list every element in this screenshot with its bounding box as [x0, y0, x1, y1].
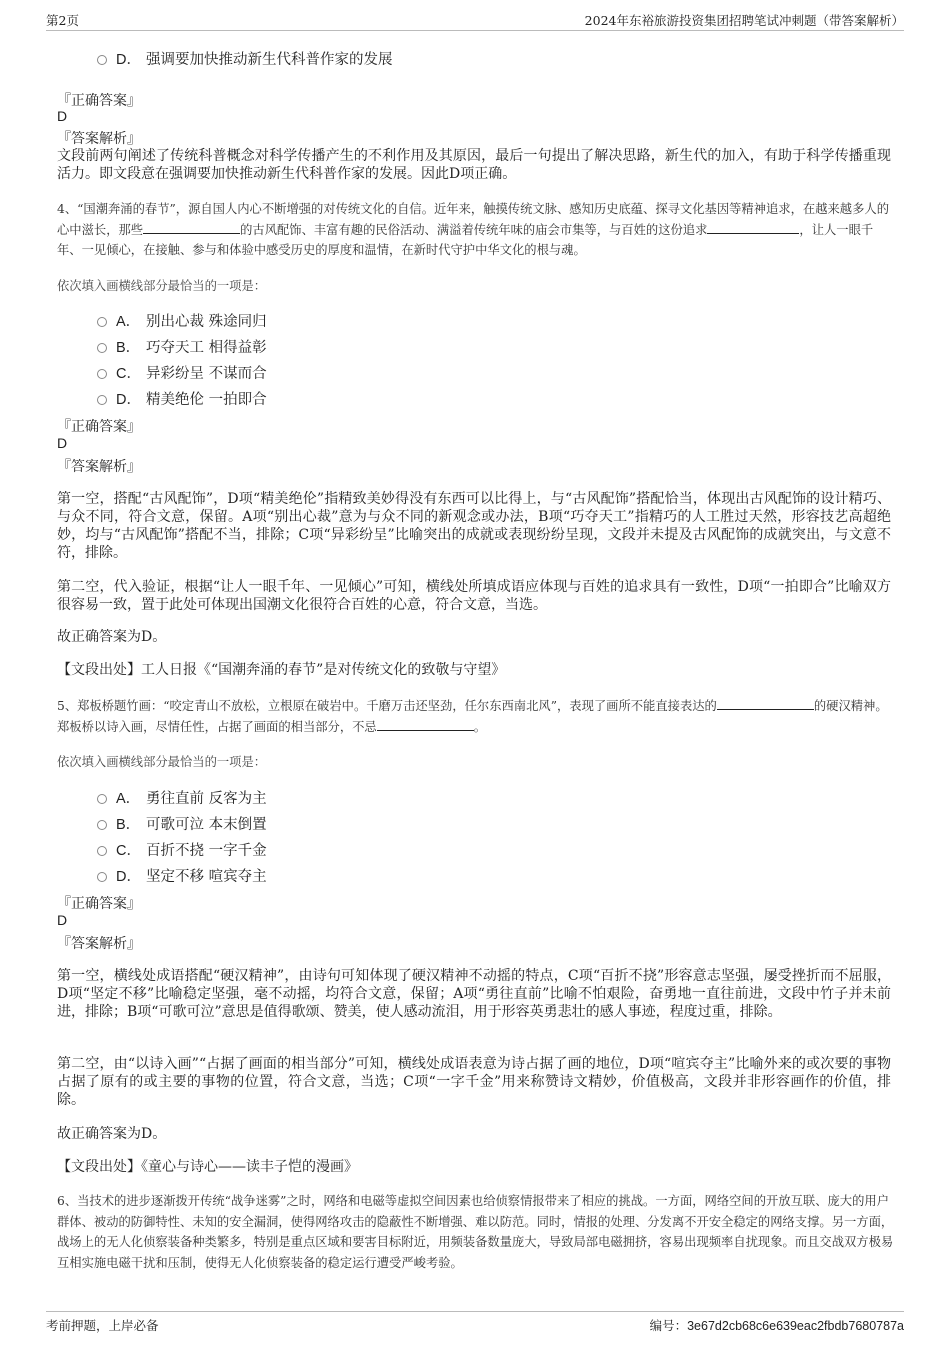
q3-option-d[interactable]: D． 强调要加快推动新生代科普作家的发展 [97, 48, 393, 69]
q4-analysis-1: 第一空，搭配“古风配饰”，D项“精美绝伦”指精致美妙得没有东西可以比得上，与“古风配饰”搭配恰当，体现出古风配饰的设计精巧、与众不同，符合文意，保留。A项“别出心裁”意为与众不同的新观念或办法，B项“巧夺天工”指精巧的人工胜过天然，形容技艺高超绝妙，均与“古风配饰”搭配不当，排除；C项“异彩纷呈”比喻突出的成就或表现纷纷呈现，文段并未提及古风配饰的成就突出，与文意不符，排除。 [57, 491, 891, 561]
q4-source: 【文段出处】工人日报《“国潮奔涌的春节”是对传统文化的致敬与守望》 [57, 662, 506, 678]
blank-line [143, 221, 240, 234]
q4-option-d[interactable]: D． 精美绝伦 一拍即合 [97, 388, 267, 409]
q4-option-c[interactable]: C． 异彩纷呈 不谋而合 [97, 362, 267, 383]
radio-icon[interactable] [97, 317, 107, 327]
document-id: 编号：3e67d2cb68c6e639eac2fbdb7680787a [649, 1319, 904, 1333]
q5-prompt: 依次填入画横线部分最恰当的一项是： [57, 755, 267, 769]
q4-answer-label: 『正确答案』 [57, 419, 141, 435]
q4-answer: D [57, 435, 68, 451]
q5-analysis-2: 第二空，由“以诗入画”“占据了画面的相当部分”可知，横线处成语表意为诗占据了画的地位，D项“喧宾夺主”比喻外来的或次要的事物占据了原有的或主要的事物的位置，符合文意，当选；C项“一字千金”用来称赞诗文精妙，价值极高，文段并非形容画作的价值，排除。 [57, 1056, 891, 1108]
page-header [46, 8, 904, 31]
q5-option-d[interactable]: D． 坚定不移 喧宾夺主 [97, 865, 267, 886]
q3-answer-label: 『正确答案』 [57, 93, 141, 109]
q5-stem: 5、郑板桥题竹画：“咬定青山不放松，立根原在破岩中。千磨万击还坚劲，任尔东西南北风”，表现了画所不能直接表达的 的硬汉精神。郑板桥以诗入画，尽情任性，占据了画面的相当部分，不忌 。 [57, 699, 888, 734]
q6-stem: 6、当技术的进步逐渐拨开传统“战争迷雾”之时，网络和电磁等虚拟空间因素也给侦察情报带来了相应的挑战。一方面，网络空间的开放互联、庞大的用户群体、被动的防御特性、未知的安全漏洞，使得网络攻击的隐蔽性不断增强、难以防范。同时，情报的处理、分发离不开安全稳定的网络支撑。另一方面，战场上的无人化侦察装备种类繁多，特别是重点区域和要害目标附近，用频装备数量庞大，导致局部电磁拥挤，容易出现频率自扰现象。而且交战双方极易互相实施电磁干扰和压制，使得无人化侦察装备的稳定运行遭受严峻考验。 [57, 1194, 894, 1270]
q3-analysis-label: 『答案解析』 [57, 131, 141, 147]
footer-slogan: 考前押题，上岸必备 [46, 1318, 159, 1333]
q4-prompt: 依次填入画横线部分最恰当的一项是： [57, 279, 267, 293]
blank-line [707, 221, 799, 234]
radio-icon[interactable] [97, 343, 107, 353]
q4-analysis-label: 『答案解析』 [57, 459, 141, 475]
q5-source: 【文段出处】《童心与诗心——读丰子恺的漫画》 [57, 1159, 358, 1175]
document-title: 2024年东裕旅游投资集团招聘笔试冲刺题（带答案解析） [584, 13, 904, 28]
radio-icon[interactable] [97, 369, 107, 379]
page-number: 第2页 [46, 13, 79, 28]
q5-answer-label: 『正确答案』 [57, 896, 141, 912]
q5-analysis-label: 『答案解析』 [57, 936, 141, 952]
radio-icon[interactable] [97, 846, 107, 856]
q4-conclusion: 故正确答案为D。 [57, 629, 167, 645]
q4-option-a[interactable]: A． 别出心裁 殊途同归 [97, 310, 267, 331]
q5-analysis-1: 第一空，横线处成语搭配“硬汉精神”，由诗句可知体现了硬汉精神不动摇的特点，C项“百折不挠”形容意志坚强，屡受挫折而不屈服，D项“坚定不移”比喻稳定坚强，毫不动摇，均符合文意，保留；A项“勇往直前”比喻不怕艰险，奋勇地一直往前进，文段中竹子并未前进，排除；B项“可歌可泣”意思是值得歌颂、赞美，使人感动流泪，用于形容英勇悲壮的感人事迹，程度过重，排除。 [57, 968, 891, 1020]
q4-analysis-2: 第二空，代入验证，根据“让人一眼千年、一见倾心”可知，横线处所填成语应体现与百姓的追求具有一致性，D项“一拍即合”比喻双方很容易一致，置于此处可体现出国潮文化很符合百姓的心意，符合文意，当选。 [57, 579, 891, 613]
blank-line [717, 697, 814, 710]
radio-icon[interactable] [97, 794, 107, 804]
q5-conclusion: 故正确答案为D。 [57, 1126, 167, 1142]
q4-stem: 4、“国潮奔涌的春节”，源自国人内心不断增强的对传统文化的自信。近年来，触摸传统文脉、感知历史底蕴、探寻文化基因等精神追求，在越来越多人的心中滋长，那些 的古风配饰、丰富有趣的民俗活动、满溢着传统年味的庙会市集等，与百姓的这份追求 ，让人一眼千年、一见倾心，在接触、参与和体验中感受历史的厚度和温情，在新时代守护中华文化的根与魂。 [57, 202, 889, 257]
q3-analysis: 文段前两句阐述了传统科普概念对科学传播产生的不利作用及其原因，最后一句提出了解决思路，新生代的加入，有助于科学传播重现活力。即文段意在强调要加快推动新生代科普作家的发展。因此D项正确。 [57, 148, 891, 182]
radio-icon[interactable] [97, 55, 107, 65]
radio-icon[interactable] [97, 872, 107, 882]
q5-option-c[interactable]: C． 百折不挠 一字千金 [97, 839, 267, 860]
blank-line [377, 718, 474, 731]
radio-icon[interactable] [97, 820, 107, 830]
q3-answer: D [57, 108, 68, 124]
radio-icon[interactable] [97, 395, 107, 405]
q5-answer: D [57, 912, 68, 928]
q5-option-b[interactable]: B． 可歌可泣 本末倒置 [97, 813, 267, 834]
q5-option-a[interactable]: A． 勇往直前 反客为主 [97, 787, 267, 808]
page-footer [46, 1311, 904, 1336]
q4-option-b[interactable]: B． 巧夺天工 相得益彰 [97, 336, 267, 357]
